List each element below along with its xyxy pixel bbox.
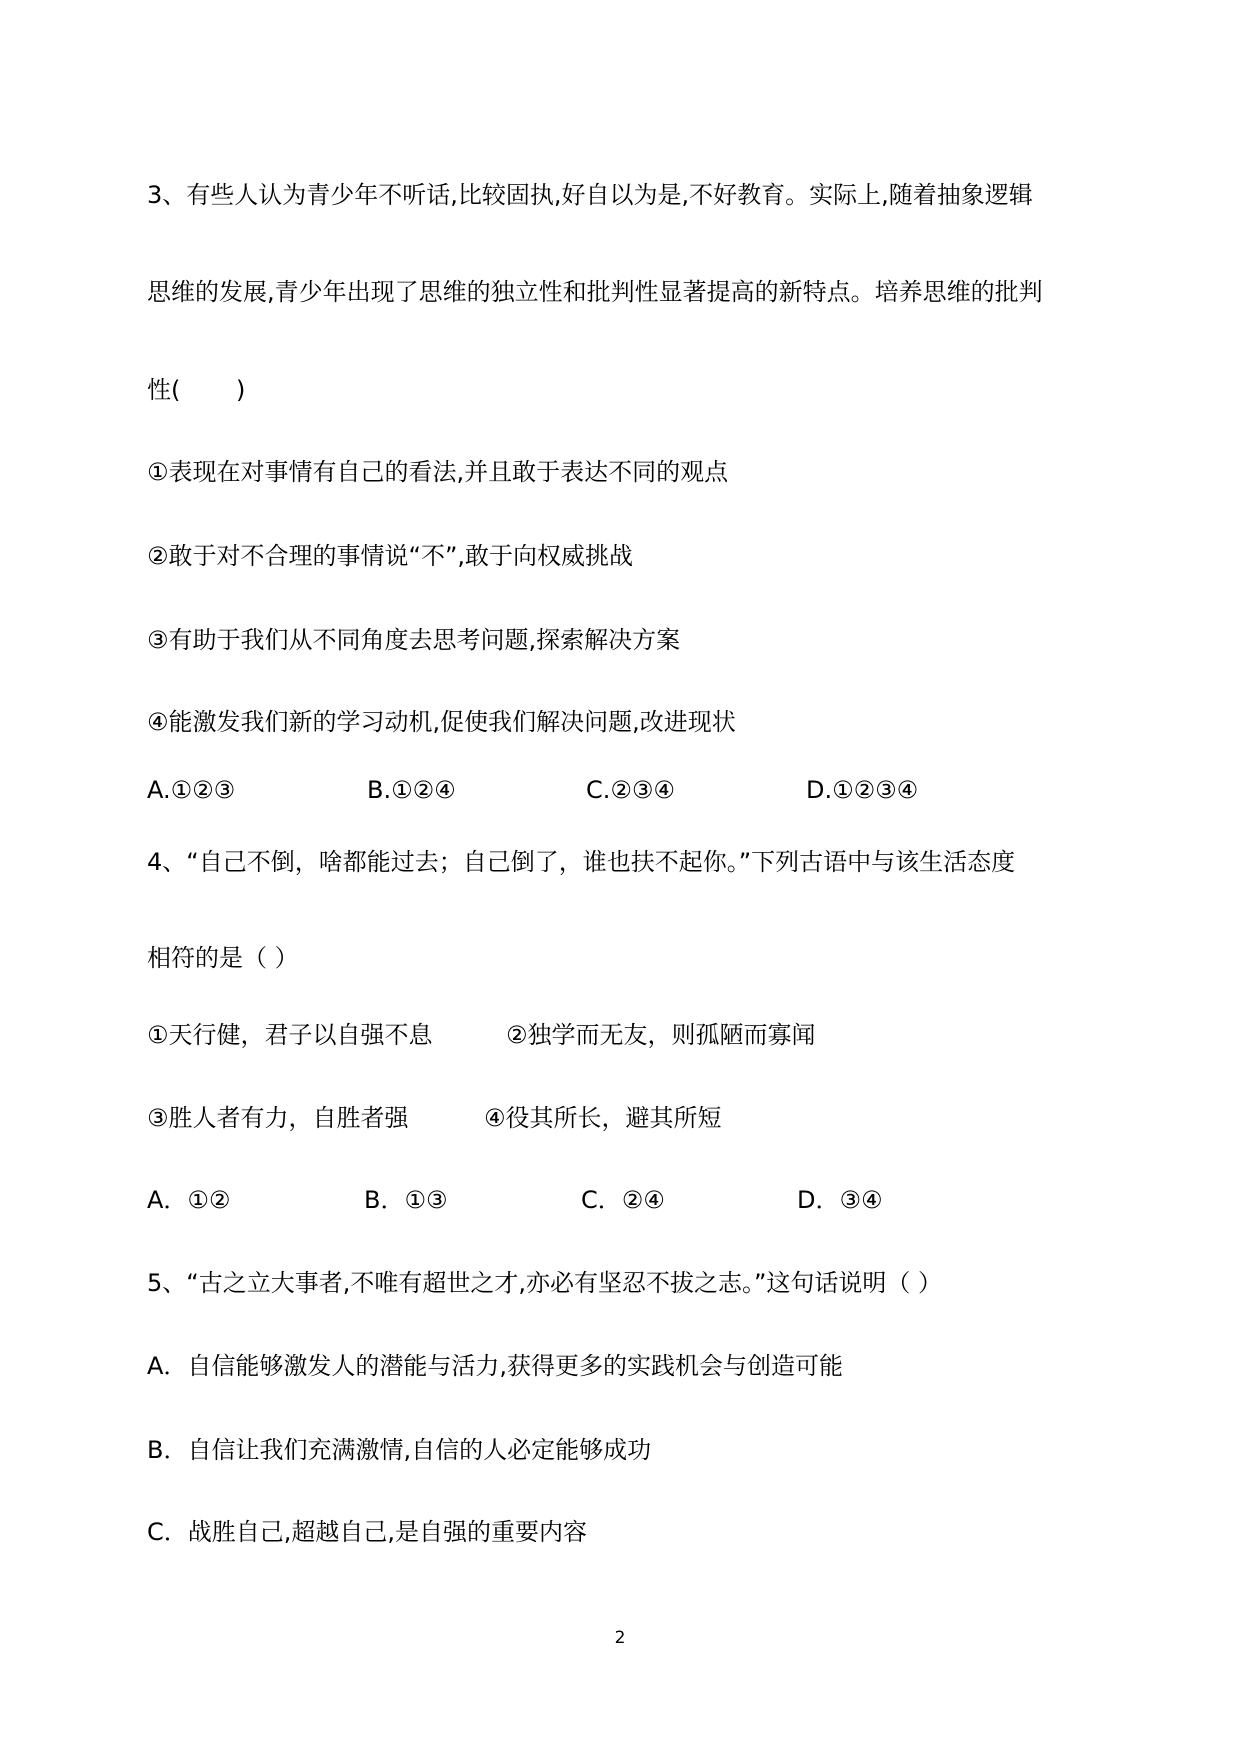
question-4-option-a[interactable]: A．①② [147,1186,231,1214]
page-number: 2 [614,1628,626,1648]
question-3-statement-1: ①表现在对事情有自己的看法,并且敢于表达不同的观点 [147,458,729,486]
question-3-statement-2: ②敢于对不合理的事情说“不”,敢于向权威挑战 [147,542,634,570]
question-5-stem-line-1: 5、“古之立大事者,不唯有超世之才,亦必有坚忍不拔之志。”这句话说明（ ） [147,1269,943,1297]
question-4-stem-line-1: 4、“自己不倒，啥都能过去；自己倒了，谁也扶不起你。”下列古语中与该生活态度 [147,848,1016,876]
question-3-option-a[interactable]: A.①②③ [147,776,236,804]
question-4-option-c[interactable]: C．②④ [581,1186,665,1214]
question-4-statement-4: ④役其所长，避其所短 [484,1104,722,1132]
question-4-statement-3: ③胜人者有力，自胜者强 [147,1104,409,1132]
question-5-option-b[interactable]: B．自信让我们充满激情,自信的人必定能够成功 [147,1436,652,1464]
question-5-option-a[interactable]: A．自信能够激发人的潜能与活力,获得更多的实践机会与创造可能 [147,1352,844,1380]
question-3-stem-line-2: 思维的发展,青少年出现了思维的独立性和批判性显著提高的新特点。培养思维的批判 [147,278,1043,306]
question-3-stem-line-1: 3、有些人认为青少年不听话,比较固执,好自以为是,不好教育。实际上,随着抽象逻辑 [147,181,1033,209]
question-3-option-b[interactable]: B.①②④ [367,776,456,804]
question-5-option-c[interactable]: C．战胜自己,超越自己,是自强的重要内容 [147,1518,588,1546]
question-3-option-d[interactable]: D.①②③④ [806,776,919,804]
question-4-stem-line-2: 相符的是（ ） [147,944,299,972]
question-4-option-b[interactable]: B．①③ [364,1186,448,1214]
question-4-option-d[interactable]: D．③④ [797,1186,883,1214]
question-4-statement-1: ①天行健，君子以自强不息 [147,1021,433,1049]
question-3-option-c[interactable]: C.②③④ [586,776,675,804]
question-3-statement-4: ④能激发我们新的学习动机,促使我们解决问题,改进现状 [147,708,736,736]
question-3-stem-line-3: 性( ) [147,376,246,404]
question-3-statement-3: ③有助于我们从不同角度去思考问题,探索解决方案 [147,626,681,654]
question-4-statement-2: ②独学而无友，则孤陋而寡闻 [506,1021,816,1049]
